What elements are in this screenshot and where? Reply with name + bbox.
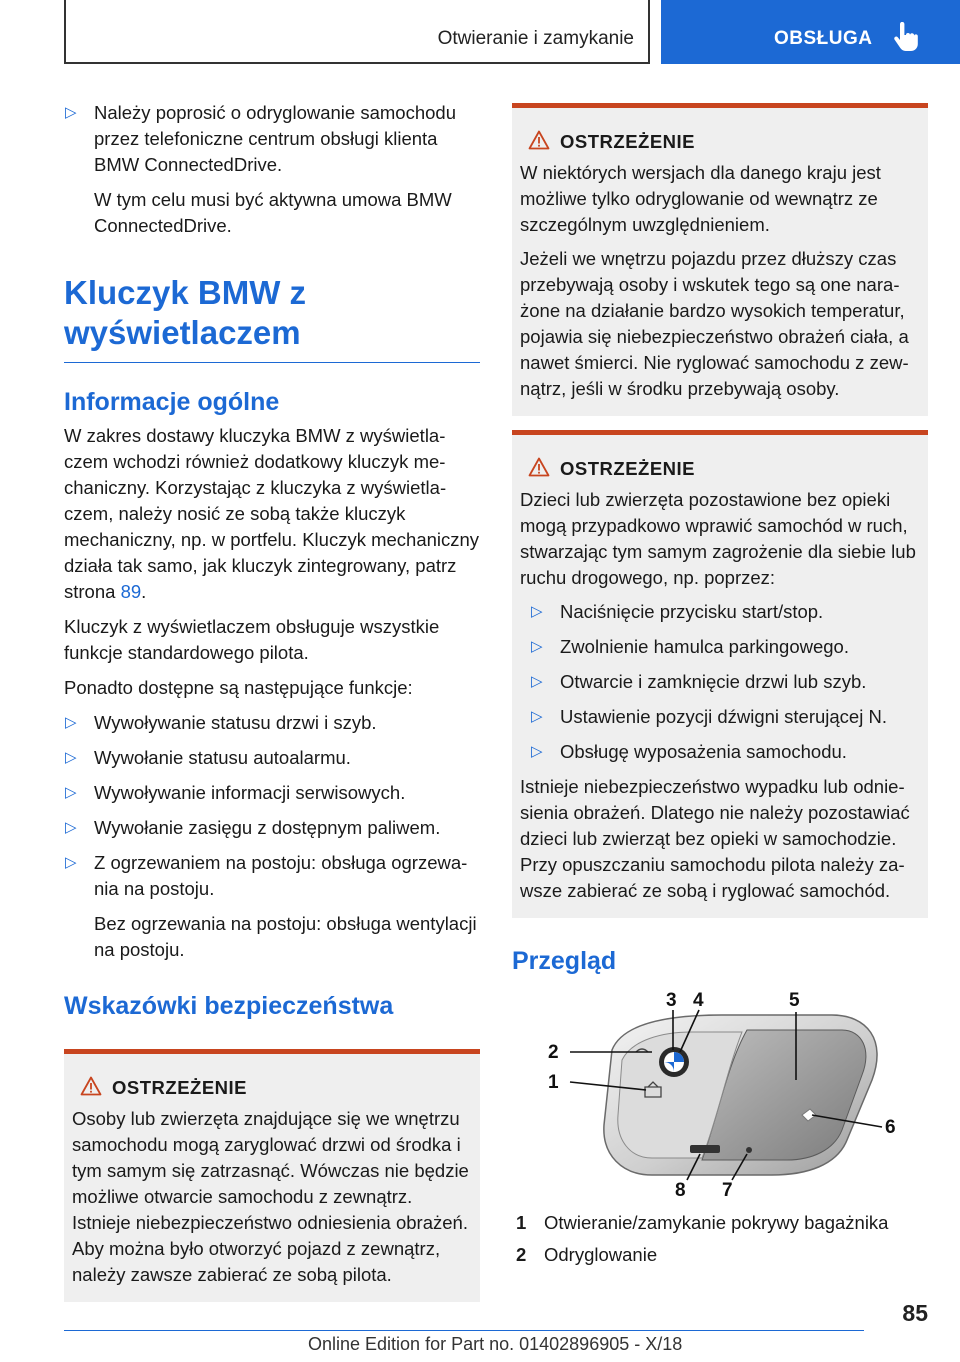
triangle-bullet-icon: ▷ <box>531 603 543 620</box>
list-item <box>530 704 920 730</box>
paragraph <box>64 423 480 605</box>
list-item-text: Zwolnienie hamulca parkingowego. <box>560 636 849 657</box>
subsection-heading-overview: Przegląd <box>512 947 617 975</box>
legend-number: 2 <box>516 1244 527 1265</box>
list-item-text: Z ogrzewaniem na postoju: obsługa ogrzewania na postoju. <box>94 852 468 899</box>
triangle-bullet-icon: ▷ <box>65 784 77 801</box>
list-item <box>64 710 480 736</box>
list-item <box>64 815 480 841</box>
legend-item <box>512 1210 928 1236</box>
list-item <box>530 634 920 660</box>
list-item <box>530 669 920 695</box>
functions-list <box>64 710 480 963</box>
triangle-bullet-icon: ▷ <box>65 819 77 836</box>
callout-5: 5 <box>789 990 800 1011</box>
subsection-heading-general: Informacje ogólne <box>64 388 280 416</box>
list-item-text: Wywoływanie informacji serwisowych. <box>94 782 406 803</box>
list-item-note: Bez ogrzewania na postoju: obsługa wentylacji na postoju. <box>94 913 477 960</box>
subsection-heading-safety: Wskazówki bezpieczeństwa <box>64 992 394 1020</box>
warning-title <box>520 457 920 481</box>
display-key-illustration <box>542 990 908 1200</box>
paragraph: Kluczyk z wyświetlaczem obsługuje wszystkie funkcje standardowego pilota. <box>64 616 440 663</box>
legend-number: 1 <box>516 1212 527 1233</box>
page-reference-link[interactable]: 89 <box>120 581 142 602</box>
triangle-bullet-icon: ▷ <box>65 749 77 766</box>
callout-8: 8 <box>675 1180 686 1200</box>
triangle-bullet-icon: ▷ <box>65 854 77 871</box>
section-title: Otwieranie i zamykanie <box>437 28 634 49</box>
list-item-text: Wywołanie zasięgu z dostępnym paliwem. <box>94 817 441 838</box>
list-item <box>530 739 920 765</box>
warning-text: Osoby lub zwierzęta znajdujące się we wnętrzu samochodu mogą zaryglować drzwi od środka i tym samym się zatrzasnąć. Wówczas nie będzie możliwe otwarcie samochodu z zewnątrz. Istnieje niebezpieczeństwo odniesienia obrażeń. Aby można było otworzyć pojazd z zewnątrz, należy zawsze zabierać ze sobą pilota. <box>72 1108 469 1285</box>
callout-1: 1 <box>548 1072 559 1093</box>
section-heading: Kluczyk BMW z wyświetlaczem <box>64 274 307 351</box>
heading-divider <box>64 362 480 363</box>
legend-text: Odryglowanie <box>544 1244 658 1265</box>
warning-title-text: OSTRZEŻENIE <box>560 458 696 479</box>
triangle-bullet-icon: ▷ <box>531 708 543 725</box>
list-item-text: Wywoływanie statusu drzwi i szyb. <box>94 712 377 733</box>
key-figure <box>542 990 908 1200</box>
list-item-note: W tym celu musi być aktywna umowa BMW ConnectedDrive. <box>94 189 452 236</box>
warning-text: W niektórych wersjach dla danego kraju jest możliwe tylko odryglowanie od wewnątrz ze szczególnym uwzględnieniem. <box>520 162 881 235</box>
legend-item <box>512 1242 928 1268</box>
paragraph-text-end: . <box>141 581 147 602</box>
triangle-bullet-icon: ▷ <box>531 638 543 655</box>
warning-text: Dzieci lub zwierzęta pozostawione bez opieki mogą przypadkowo wprawić samochód w ruch, stwarzając tym samym zagrożenie dla siebie lub ruchu drogowego, np. poprzez: <box>520 489 916 588</box>
warning-title <box>72 1076 472 1100</box>
chapter-tab-label: OBSŁUGA <box>774 28 873 49</box>
paragraph: Ponadto dostępne są następujące funkcje: <box>64 677 413 698</box>
list-item-text: Należy poprosić o odryglowanie samochodu przez telefoniczne centrum obsługi klienta BMW ConnectedDrive. <box>94 102 456 175</box>
warning-title-text: OSTRZEŻENIE <box>112 1077 248 1098</box>
left-column <box>64 100 480 1302</box>
list-item <box>530 599 920 625</box>
callout-7: 7 <box>722 1180 733 1200</box>
edition-footer: Online Edition for Part no. 01402896905 - X/18 <box>308 1334 683 1354</box>
figure-legend <box>512 1210 928 1268</box>
warning-text: Jeżeli we wnętrzu pojazdu przez dłuższy czas przebywają osoby i wskutek tego są one narażone na działanie bardzo wysokich temperatur, pojawia się niebezpieczeństwo obrażeń ciała, a nawet śmierci. Nie ryglować samochodu z zewnątrz, jeśli w środku przebywają osoby. <box>520 248 909 399</box>
list-item-text: Otwarcie i zamknięcie drzwi lub szyb. <box>560 671 867 692</box>
warning-box <box>512 430 928 918</box>
callout-3: 3 <box>666 990 677 1011</box>
list-item-text: Obsługę wyposażenia samochodu. <box>560 741 847 762</box>
warning-title-text: OSTRZEŻENIE <box>560 131 696 152</box>
triangle-bullet-icon: ▷ <box>531 743 543 760</box>
warning-triangle-icon <box>528 130 550 156</box>
warning-box <box>64 1049 480 1302</box>
warning-triangle-icon <box>528 457 550 483</box>
warning-box <box>512 103 928 416</box>
triangle-bullet-icon: ▷ <box>65 104 77 121</box>
callout-4: 4 <box>693 990 704 1011</box>
list-item-text: Ustawienie pozycji dźwigni sterującej N. <box>560 706 887 727</box>
list-item <box>64 100 480 239</box>
warning-text: Istnieje niebezpieczeństwo wypadku lub odniesienia obrażeń. Dlatego nie należy pozostawiać dzieci lub zwierząt bez opieki w samochodzie. Przy opuszczaniu samochodu pilota należy zawsze zabierać ze sobą i ryglować samochód. <box>520 776 910 901</box>
page-number: 85 <box>902 1300 928 1326</box>
right-column <box>512 103 928 1274</box>
list-item-text: Wywołanie statusu autoalarmu. <box>94 747 351 768</box>
list-item <box>64 780 480 806</box>
warning-title <box>520 130 920 154</box>
pointing-hand-icon <box>893 22 919 57</box>
warning-triangle-icon <box>80 1076 102 1102</box>
legend-text: Otwieranie/zamykanie pokrywy bagażnika <box>544 1212 889 1233</box>
footer-divider <box>64 1330 864 1331</box>
callout-2: 2 <box>548 1042 559 1063</box>
header-section-box <box>64 0 650 64</box>
warning-list <box>520 599 920 765</box>
triangle-bullet-icon: ▷ <box>65 714 77 731</box>
paragraph-text: W zakres dostawy kluczyka BMW z wyświetlaczem wchodzi również dodatkowy kluczyk mechaniczny. Korzystając z kluczyka z wyświetlaczem, należy nosić ze sobą także kluczyk mechaniczny, np. w portfelu. Kluczyk mechaniczny działa tak samo, jak kluczyk zintegrowany, patrz strona <box>64 425 480 602</box>
intro-list <box>64 100 480 239</box>
list-item <box>64 850 480 963</box>
list-item <box>64 745 480 771</box>
chapter-tab[interactable] <box>661 0 960 64</box>
callout-6: 6 <box>885 1117 896 1138</box>
triangle-bullet-icon: ▷ <box>531 673 543 690</box>
list-item-text: Naciśnięcie przycisku start/stop. <box>560 601 824 622</box>
